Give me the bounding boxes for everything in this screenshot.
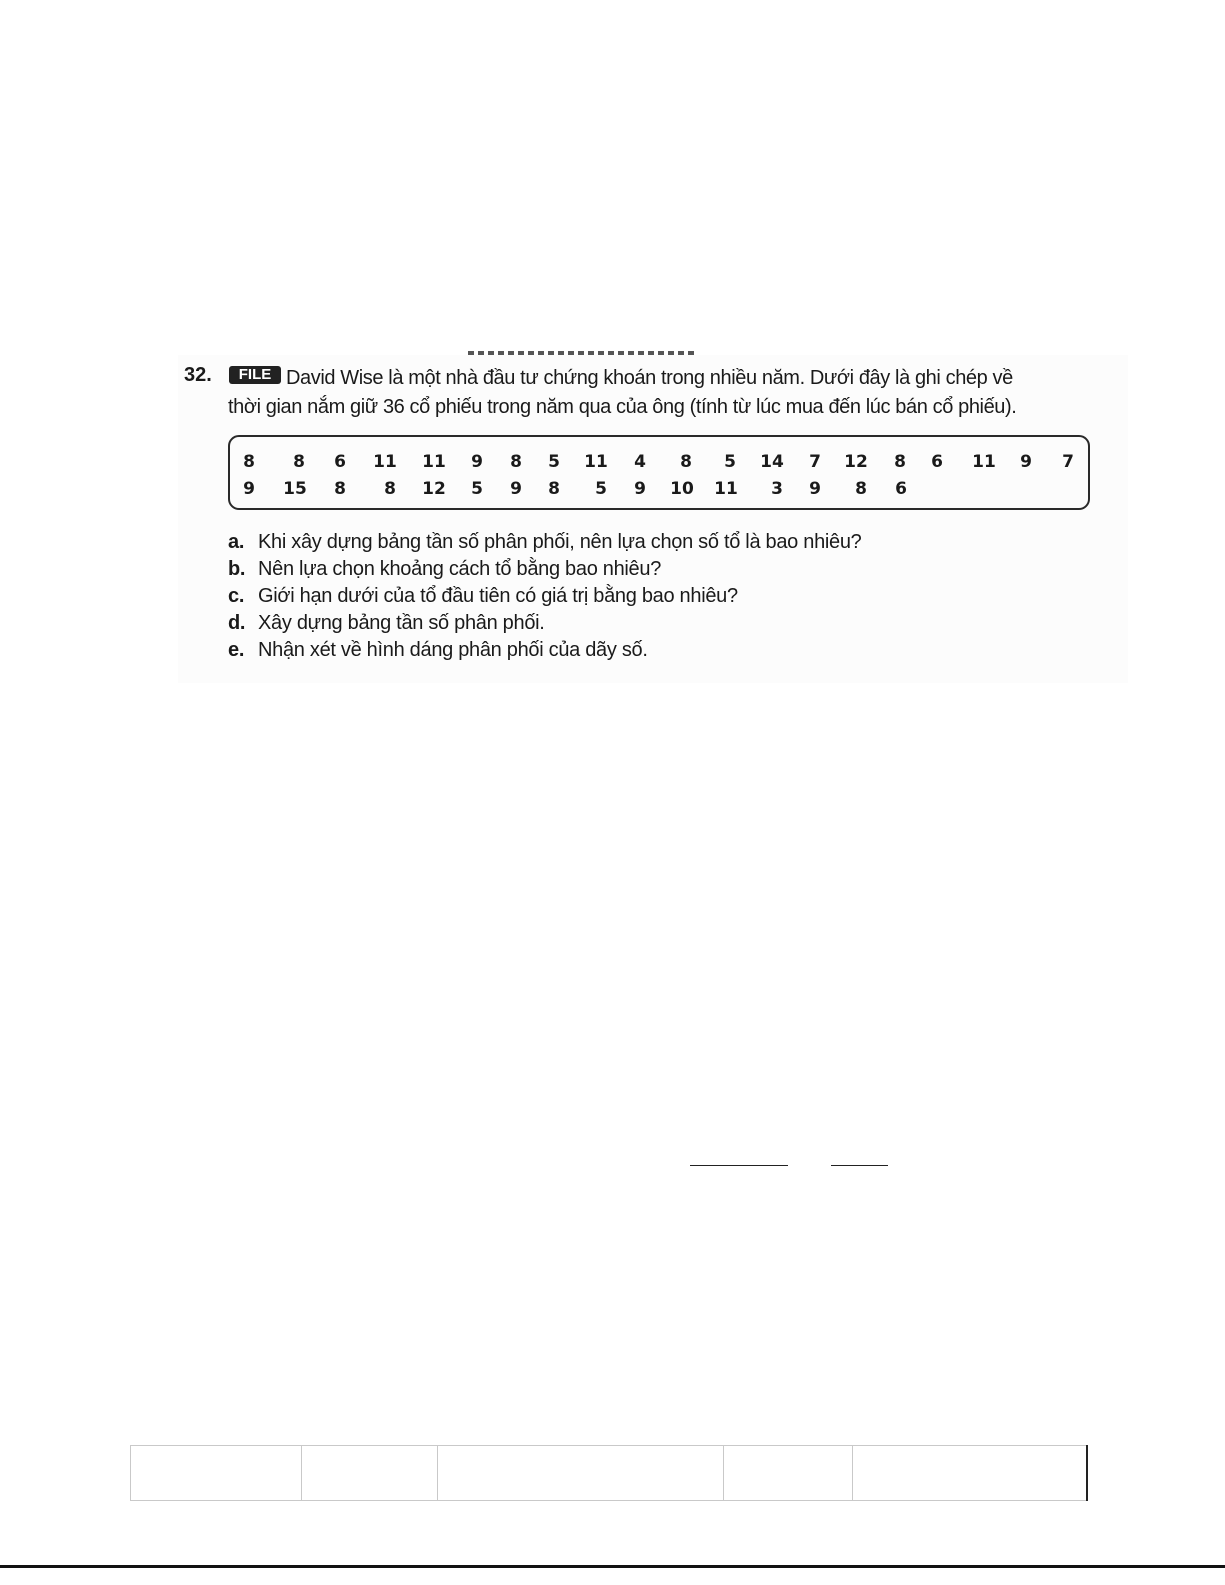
intro-line-1: David Wise là một nhà đầu tư chứng khoán trong nhiều năm. Dưới đây là ghi chép về (286, 367, 1013, 389)
data-value: 11 (584, 452, 608, 472)
data-value: 8 (548, 479, 560, 499)
data-value: 7 (809, 452, 821, 472)
question-e (228, 637, 862, 664)
data-value: 8 (384, 479, 396, 499)
data-value: 14 (760, 452, 784, 472)
table-cell (302, 1446, 438, 1501)
data-row-1 (0, 452, 1225, 474)
question-text: Nên lựa chọn khoảng cách tổ bằng bao nhiêu? (258, 558, 662, 580)
table-row (131, 1446, 1088, 1501)
data-row-2 (0, 479, 1225, 501)
data-value: 11 (714, 479, 738, 499)
data-value: 11 (373, 452, 397, 472)
question-text: Nhận xét về hình dáng phân phối của dãy số. (258, 639, 648, 661)
data-value: 9 (243, 479, 255, 499)
data-value: 5 (595, 479, 607, 499)
table-cell (438, 1446, 724, 1501)
data-value: 11 (422, 452, 446, 472)
data-value: 12 (422, 479, 446, 499)
cropped-text-remnant (468, 351, 696, 355)
data-value: 11 (972, 452, 996, 472)
table-cell (131, 1446, 302, 1501)
question-letter: e. (228, 639, 245, 661)
data-value: 8 (855, 479, 867, 499)
page-bottom-rule (0, 1565, 1225, 1568)
question-list (228, 529, 862, 664)
data-value: 6 (895, 479, 907, 499)
answer-blank-line (690, 1165, 788, 1166)
data-value: 8 (334, 479, 346, 499)
data-value: 5 (548, 452, 560, 472)
data-value: 8 (894, 452, 906, 472)
question-letter: c. (228, 585, 245, 607)
data-value: 3 (771, 479, 783, 499)
data-value: 5 (724, 452, 736, 472)
data-value: 12 (844, 452, 868, 472)
data-value: 8 (510, 452, 522, 472)
answer-blank-line (831, 1165, 888, 1166)
question-text: Khi xây dựng bảng tần số phân phối, nên lựa chọn số tổ là bao nhiêu? (258, 531, 862, 553)
data-value: 10 (670, 479, 694, 499)
data-value: 9 (634, 479, 646, 499)
question-a (228, 529, 862, 556)
data-value: 8 (243, 452, 255, 472)
question-b (228, 556, 862, 583)
question-text: Giới hạn dưới của tổ đầu tiên có giá trị bằng bao nhiêu? (258, 585, 738, 607)
question-c (228, 583, 862, 610)
data-value: 8 (680, 452, 692, 472)
problem-intro (228, 364, 1108, 422)
file-badge-label: FILE (238, 366, 272, 383)
data-value: 9 (471, 452, 483, 472)
data-value: 8 (293, 452, 305, 472)
empty-table (130, 1445, 1088, 1501)
problem-number: 32. (184, 364, 212, 386)
table-cell (724, 1446, 853, 1501)
data-value: 9 (1020, 452, 1032, 472)
question-text: Xây dựng bảng tần số phân phối. (258, 612, 545, 634)
table-cell (853, 1446, 1088, 1501)
data-value: 9 (809, 479, 821, 499)
question-letter: b. (228, 558, 246, 580)
question-letter: d. (228, 612, 246, 634)
data-value: 6 (334, 452, 346, 472)
data-value: 15 (283, 479, 307, 499)
data-value: 4 (634, 452, 646, 472)
data-value: 6 (931, 452, 943, 472)
question-letter: a. (228, 531, 245, 553)
data-value: 7 (1062, 452, 1074, 472)
data-value: 9 (510, 479, 522, 499)
question-d (228, 610, 862, 637)
intro-line-2: thời gian nắm giữ 36 cổ phiếu trong năm qua của ông (tính từ lúc mua đến lúc bán cổ phiếu). (228, 396, 1017, 418)
data-value: 5 (471, 479, 483, 499)
